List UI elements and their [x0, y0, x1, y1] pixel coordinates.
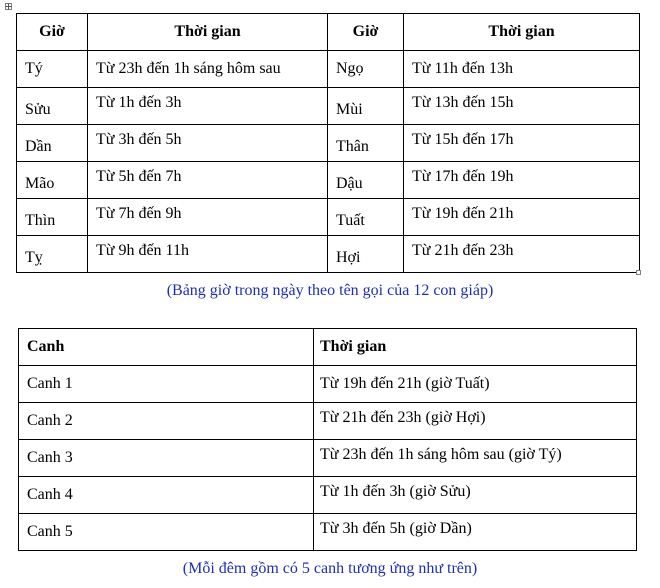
hour-name-cell: Thìn: [17, 199, 88, 236]
time-range-cell: Từ 1h đến 3h: [88, 88, 328, 125]
time-range-cell: Từ 19h đến 21h: [404, 199, 640, 236]
time-range-cell: Từ 23h đến 1h sáng hôm sau (giờ Tý): [314, 440, 637, 477]
hour-name-cell: Hợi: [328, 236, 404, 273]
table-row: [17, 199, 640, 236]
hour-name-cell: Sửu: [17, 88, 88, 125]
time-range-cell: Từ 5h đến 7h: [88, 162, 328, 199]
canh-cell: Canh 2: [19, 403, 314, 440]
canh-cell: Canh 5: [19, 514, 314, 551]
time-range-cell: Từ 3h đến 5h (giờ Dần): [314, 514, 637, 551]
table-header-row: [19, 329, 637, 366]
hour-name-cell: Dậu: [328, 162, 404, 199]
time-range-cell: Từ 1h đến 3h (giờ Sửu): [314, 477, 637, 514]
header-time-left: Thời gian: [88, 14, 328, 51]
time-range-cell: Từ 3h đến 5h: [88, 125, 328, 162]
watches-table-caption: (Mỗi đêm gồm có 5 canh tương ứng như trên): [182, 560, 478, 577]
hour-name-cell: Ngọ: [328, 51, 404, 88]
canh-cell: Canh 3: [19, 440, 314, 477]
table-row: [17, 51, 640, 88]
header-time: Thời gian: [314, 329, 637, 366]
table-row: [19, 477, 637, 514]
table-row: [17, 162, 640, 199]
hours-table: [16, 13, 640, 273]
hour-name-cell: Tuất: [328, 199, 404, 236]
table-row: [19, 366, 637, 403]
hour-name-cell: Tý: [17, 51, 88, 88]
table-row: [19, 403, 637, 440]
table-row: [19, 514, 637, 551]
time-range-cell: Từ 7h đến 9h: [88, 199, 328, 236]
time-range-cell: Từ 9h đến 11h: [88, 236, 328, 273]
time-range-cell: Từ 15h đến 17h: [404, 125, 640, 162]
header-canh: Canh: [19, 329, 314, 366]
hour-name-cell: Mão: [17, 162, 88, 199]
table-move-handle-icon[interactable]: [5, 3, 12, 10]
table-row: [17, 88, 640, 125]
table-row: [17, 236, 640, 273]
table-row: [19, 440, 637, 477]
hour-name-cell: Mùi: [328, 88, 404, 125]
time-range-cell: Từ 21h đến 23h (giờ Hợi): [314, 403, 637, 440]
header-time-right: Thời gian: [404, 14, 640, 51]
hour-name-cell: Tỵ: [17, 236, 88, 273]
time-range-cell: Từ 21h đến 23h: [404, 236, 640, 273]
table-row: [17, 125, 640, 162]
header-hour-right: Giờ: [328, 14, 404, 51]
table-resize-handle[interactable]: [636, 270, 641, 275]
hours-table-caption: (Bảng giờ trong ngày theo tên gọi của 12 con giáp): [166, 282, 494, 299]
hour-name-cell: Dần: [17, 125, 88, 162]
time-range-cell: Từ 19h đến 21h (giờ Tuất): [314, 366, 637, 403]
time-range-cell: Từ 11h đến 13h: [404, 51, 640, 88]
watches-table: [18, 328, 637, 551]
canh-cell: Canh 1: [19, 366, 314, 403]
table-header-row: [17, 14, 640, 51]
time-range-cell: Từ 23h đến 1h sáng hôm sau: [88, 51, 328, 88]
hour-name-cell: Thân: [328, 125, 404, 162]
canh-cell: Canh 4: [19, 477, 314, 514]
time-range-cell: Từ 17h đến 19h: [404, 162, 640, 199]
header-hour-left: Giờ: [17, 14, 88, 51]
time-range-cell: Từ 13h đến 15h: [404, 88, 640, 125]
